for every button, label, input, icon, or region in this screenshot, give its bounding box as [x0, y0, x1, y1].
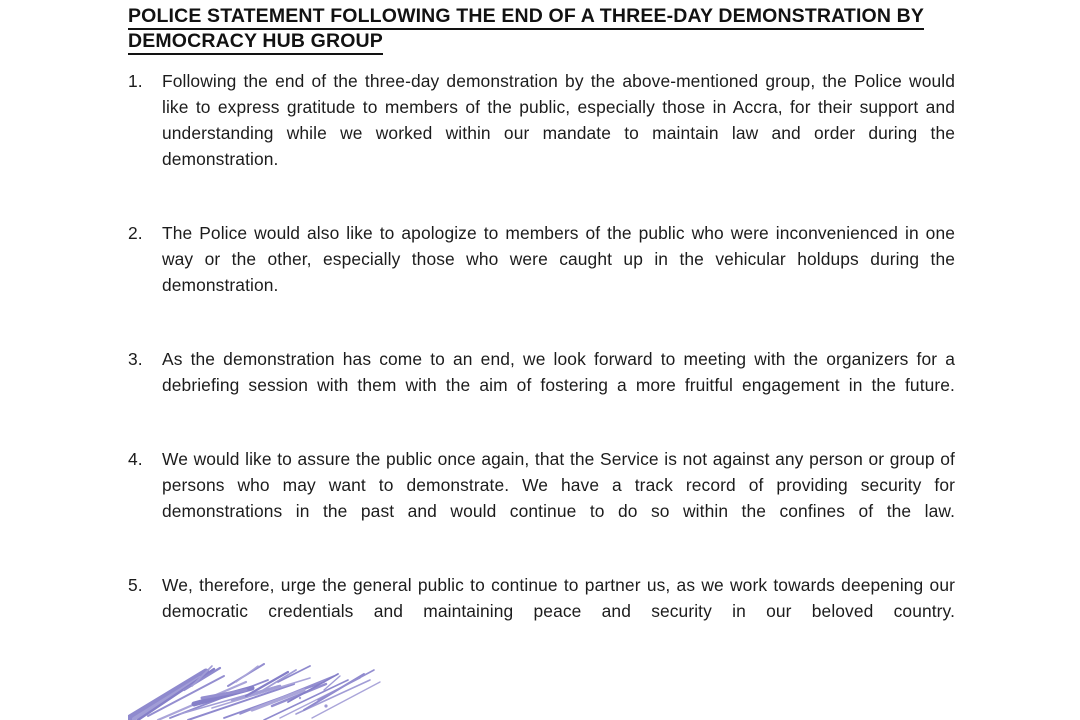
- page-title-line-1: [128, 4, 955, 29]
- statement-clause: [128, 68, 955, 198]
- page-title-line-2-text: DEMOCRACY HUB GROUP: [128, 30, 383, 55]
- handwritten-signature-icon: [128, 652, 428, 720]
- clause-text: We, therefore, urge the general public to continue to partner us, as we work towards deepening our democratic credentials and maintaining peace and security in our beloved country.: [162, 575, 955, 621]
- statement-clause: [128, 220, 955, 324]
- page-title-line-2: [128, 29, 955, 54]
- clause-number: 4.: [128, 449, 143, 469]
- page-title-line-1-text: POLICE STATEMENT FOLLOWING THE END OF A THREE-DAY DEMONSTRATION BY: [128, 5, 924, 30]
- clause-text: The Police would also like to apologize to members of the public who were inconvenienced in one way or the other, especially those who were caught up in the vehicular holdups during the demonstration.: [162, 223, 955, 295]
- page-title: [128, 4, 955, 54]
- clause-number: 2.: [128, 223, 143, 243]
- clause-text: We would like to assure the public once again, that the Service is not against any person or group of persons who may want to demonstrate. We have a track record of providing security for demonstrations in the past and would continue to do so within the confines of the law.: [162, 449, 955, 521]
- statement-clause: [128, 572, 955, 650]
- clause-text: As the demonstration has come to an end, we look forward to meeting with the organizers for a debriefing session with them with the aim of fostering a more fruitful engagement in the future.: [162, 349, 955, 395]
- signature-block: [128, 652, 428, 720]
- statement-clause: [128, 346, 955, 424]
- statement-clause-list: [128, 68, 955, 650]
- statement-clause: [128, 446, 955, 550]
- clause-text: Following the end of the three-day demonstration by the above-mentioned group, the Police would like to express gratitude to members of the public, especially those in Accra, for their support and understanding while we worked within our mandate to maintain law and order during the demonstration.: [162, 71, 955, 169]
- document-body: [128, 4, 955, 650]
- clause-number: 1.: [128, 71, 143, 91]
- clause-number: 5.: [128, 575, 143, 595]
- clause-number: 3.: [128, 349, 143, 369]
